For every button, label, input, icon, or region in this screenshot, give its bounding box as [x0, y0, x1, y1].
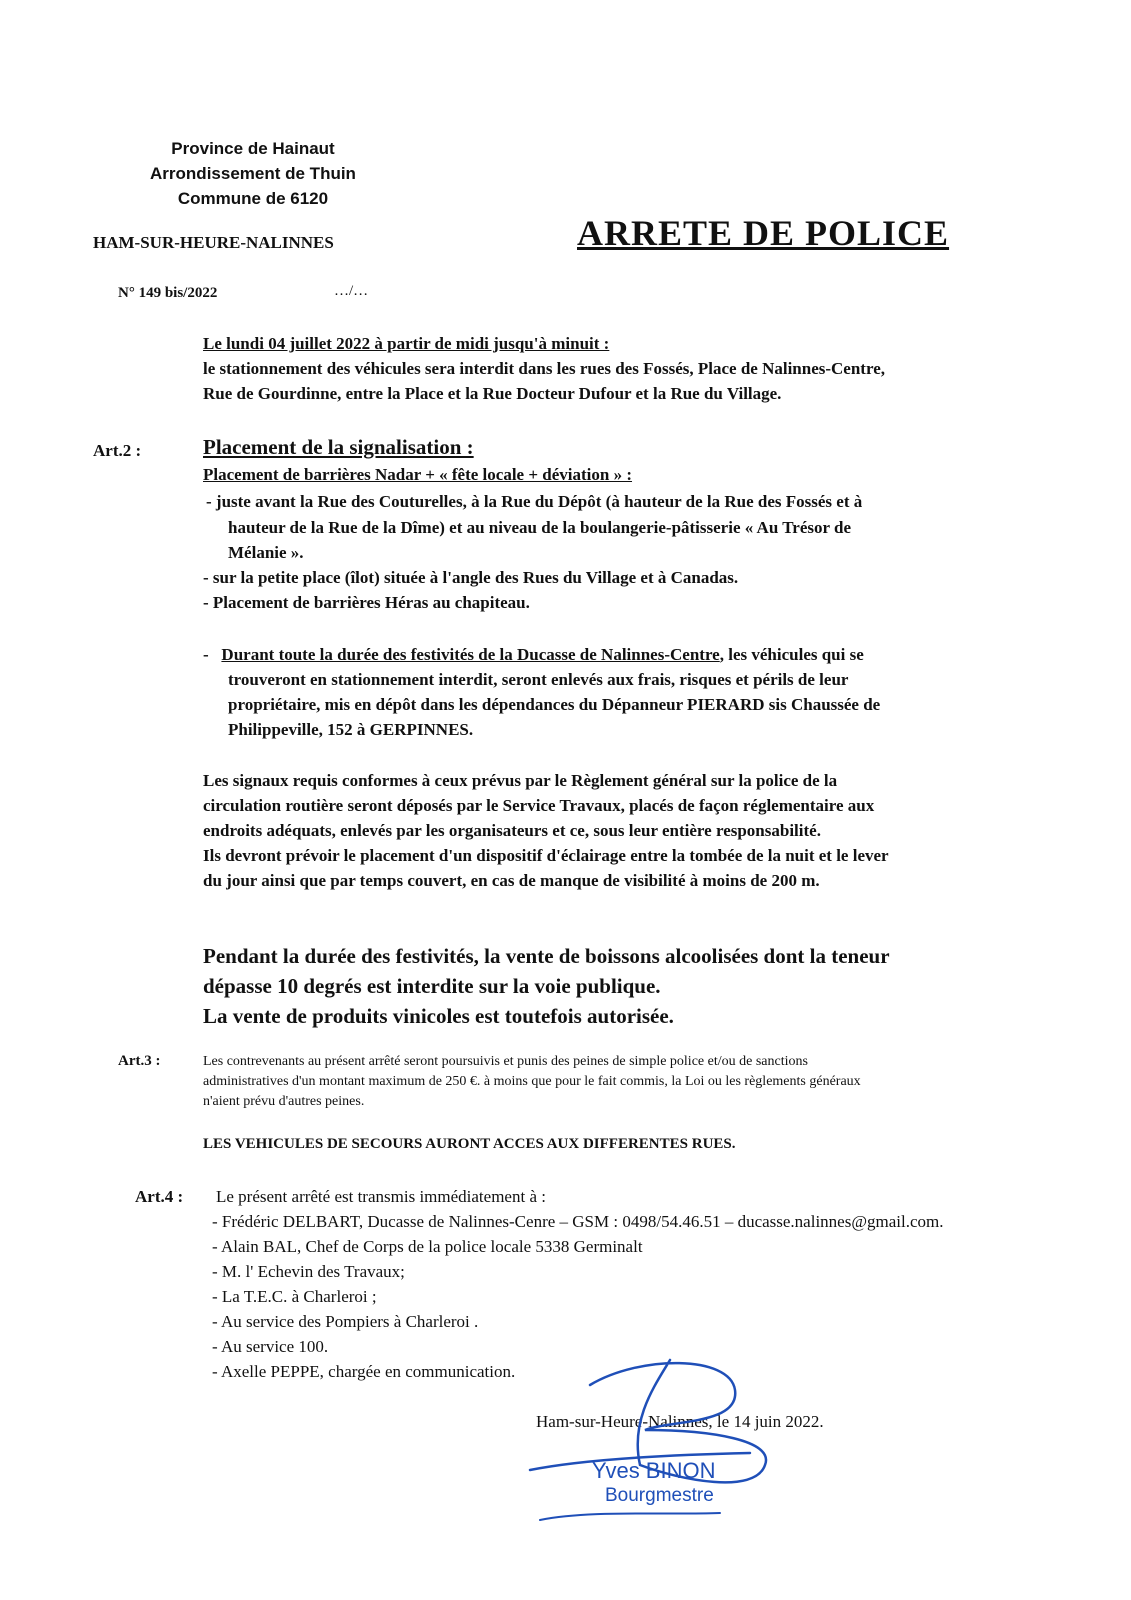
document-title: ARRETE DE POLICE [577, 213, 950, 253]
festivities-underlined: Durant toute la durée des festivités de la Ducasse de Nalinnes-Centre [221, 645, 720, 664]
bullet-line: hauteur de la Rue de la Dîme) et au niveau de la boulangerie-pâtisserie « Au Trésor de [228, 518, 852, 537]
bullet-dash: - [203, 645, 209, 664]
place-and-date: Ham-sur-Heure-Nalinnes, le 14 juin 2022. [536, 1412, 824, 1431]
signals-paragraph-line: du jour ainsi que par temps couvert, en cas de manque de visibilité à moins de 200 m. [203, 871, 820, 890]
signalisation-heading: Placement de la signalisation : [203, 435, 474, 459]
signals-paragraph-line: endroits adéquats, enlevés par les organisateurs et ce, sous leur entière responsabilité. [203, 821, 821, 840]
signals-paragraph-line: Ils devront prévoir le placement d'un dispositif d'éclairage entre la tombée de la nuit et le lever [203, 846, 889, 865]
recipient-item: - M. l' Echevin des Travaux; [212, 1262, 405, 1281]
article-3-label: Art.3 : [118, 1053, 161, 1069]
signals-paragraph-line: circulation routière seront déposés par le Service Travaux, placés de façon réglementaire aux [203, 796, 875, 815]
continuation-mark: …/… [334, 283, 369, 299]
signatory-name: Yves BINON [592, 1458, 716, 1483]
bullet-line: - sur la petite place (îlot) située à l'angle des Rues du Village et à Canadas. [203, 568, 739, 587]
penalties-line: n'aient prévu d'autres peines. [203, 1094, 365, 1109]
intro-line: Rue de Gourdinne, entre la Place et la Rue Docteur Dufour et la Rue du Village. [203, 384, 782, 403]
handwritten-signature [520, 1345, 820, 1545]
recipient-item: - Au service des Pompiers à Charleroi . [212, 1312, 479, 1331]
article-4-label: Art.4 : [135, 1187, 184, 1206]
alcohol-notice-line: Pendant la durée des festivités, la vente de boissons alcoolisées dont la teneur [203, 944, 890, 968]
municipality-name: HAM-SUR-HEURE-NALINNES [93, 233, 334, 252]
bullet-line: Mélanie ». [228, 543, 304, 562]
signatory-role: Bourgmestre [605, 1485, 714, 1506]
bullet-rest: , les véhicules qui se [719, 645, 864, 664]
recipient-item: - Frédéric DELBART, Ducasse de Nalinnes-Cenre – GSM : 0498/54.46.51 – ducasse.nalinnes@gmail.com. [212, 1212, 944, 1231]
alcohol-notice-line: dépasse 10 degrés est interdite sur la voie publique. [203, 974, 661, 998]
bullet-line: - juste avant la Rue des Couturelles, à la Rue du Dépôt (à hauteur de la Rue des Fossés et à [206, 492, 863, 511]
recipient-item: - Alain BAL, Chef de Corps de la police locale 5338 Germinalt [212, 1237, 643, 1256]
date-heading: Le lundi 04 juillet 2022 à partir de midi jusqu'à minuit : [203, 334, 610, 353]
bullet-line: propriétaire, mis en dépôt dans les dépendances du Dépanneur PIERARD sis Chaussée de [228, 695, 881, 714]
bullet-line [203, 643, 864, 667]
emergency-vehicles-notice: LES VEHICULES DE SECOURS AURONT ACCES AUX DIFFERENTES RUES. [203, 1136, 736, 1152]
recipient-item: - Axelle PEPPE, chargée en communication. [212, 1362, 516, 1381]
article-2-label: Art.2 : [93, 441, 142, 460]
bullet-line: Philippeville, 152 à GERPINNES. [228, 720, 474, 739]
recipients-intro: Le présent arrêté est transmis immédiatement à : [216, 1187, 546, 1206]
recipient-item: - La T.E.C. à Charleroi ; [212, 1287, 377, 1306]
arrondissement-line: Arrondissement de Thuin [150, 164, 356, 183]
province-line: Province de Hainaut [171, 139, 335, 158]
recipient-item: - Au service 100. [212, 1337, 329, 1356]
alcohol-notice-line: La vente de produits vinicoles est toutefois autorisée. [203, 1004, 674, 1028]
intro-line: le stationnement des véhicules sera interdit dans les rues des Fossés, Place de Nalinnes-Centre, [203, 359, 885, 378]
barriers-subheading: Placement de barrières Nadar + « fête locale + déviation » : [203, 465, 633, 484]
penalties-line: administratives d'un montant maximum de 250 €. à moins que pour le fait commis, la Loi ou les règlements généraux [203, 1074, 861, 1089]
penalties-line: Les contrevenants au présent arrêté seront poursuivis et punis des peines de simple police et/ou de sanctions [203, 1054, 808, 1069]
decree-number: N° 149 bis/2022 [118, 285, 218, 301]
bullet-line: - Placement de barrières Héras au chapiteau. [203, 593, 530, 612]
bullet-line: trouveront en stationnement interdit, seront enlevés aux frais, risques et périls de leur [228, 670, 849, 689]
commune-line: Commune de 6120 [177, 189, 329, 208]
signals-paragraph-line: Les signaux requis conformes à ceux prévus par le Règlement général sur la police de la [203, 771, 838, 790]
